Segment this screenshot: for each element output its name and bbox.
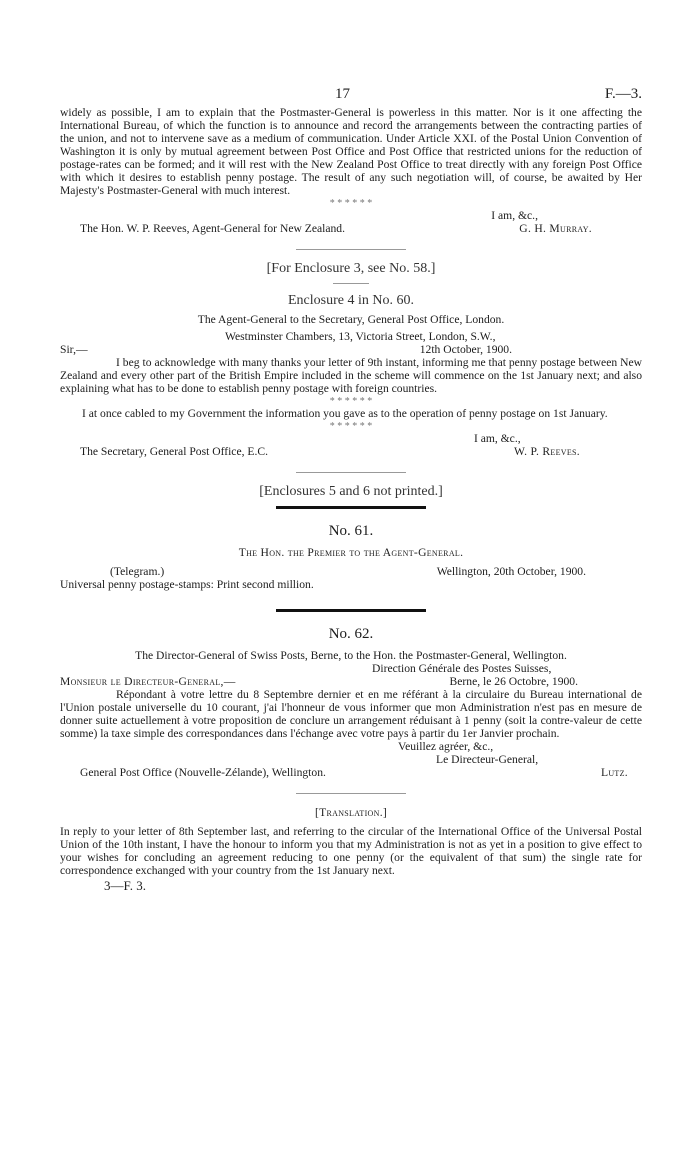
series-reference: F.—3. [604,86,642,102]
signature: W. P. Reeves. [513,445,580,458]
addressee: General Post Office (Nouvelle-Zélande), Wellington. [80,766,326,779]
enclosure4-heading: Enclosure 4 in No. 60. [288,293,414,308]
telegram-label: (Telegram.) [110,565,165,578]
sender-office: Direction Générale des Postes Suisses, [372,662,552,675]
omission-stars: * * * * * * [329,396,373,407]
divider [296,249,406,250]
addressee: The Hon. W. P. Reeves, Agent-General for New Zealand. [80,222,345,235]
signature: G. H. Murray. [519,222,592,235]
page-header [60,0,642,106]
telegram-message: Universal penny postage-stamps: Print second million. [60,578,314,591]
no62-from-to: The Director-General of Swiss Posts, Berne, to the Hon. the Postmaster-General, Wellington. [135,649,567,662]
enclosure3-note: [For Enclosure 3, see No. 58.] [266,261,436,276]
no62-signature-row [60,766,642,779]
enclosures56-note: [Enclosures 5 and 6 not printed.] [259,484,443,499]
enclosure4-date-row [60,343,642,356]
omission-stars: * * * * * * [329,198,373,209]
signature: Lutz. [600,766,628,779]
translation-paragraph: In reply to your letter of 8th September last, and referring to the circular of the International Office of the Universal Postal Union of the 10th instant, I have the honour to inform you that my Administration is not as yet in a position to give effect to your wishes for concluding an agreement reducing to one penny (or the equivalent of that sum) the single rate for correspondence exchanged with your country from the 1st January next. [60,825,642,877]
salutation: Sir,— [60,343,88,356]
translation-heading: [Translation.] [314,806,388,819]
closing-formula: I am, &c., [491,209,538,222]
addressee: The Secretary, General Post Office, E.C. [80,445,269,458]
no61-from-to: The Hon. the Premier to the Agent-General. [238,546,464,559]
letter-date: 12th October, 1900. [419,343,512,356]
enclosure4-paragraph-1: I beg to acknowledge with many thanks your letter of 9th instant, informing me that penny postage between New Zealand and every other part of the British Empire included in the scheme will commence on the 1st January next; and also explaining what has to be done to establish penny postage with foreign countries. [60,356,642,395]
divider [296,472,406,473]
enclosure4-paragraph-2: I at once cabled to my Government the information you gave as to the operation of penny postage on 1st January. [82,407,608,420]
omission-stars: * * * * * * [329,421,373,432]
page-number: 17 [335,86,350,102]
place-date: Wellington, 20th October, 1900. [436,565,586,578]
no62-date-row [60,675,642,688]
divider [296,793,406,794]
no61-type-row [60,565,642,578]
place-date: Berne, le 26 Octobre, 1900. [449,675,578,688]
divider-heavy [276,506,426,509]
no61-heading: No. 61. [328,523,374,539]
closing-title: Le Directeur-General, [436,753,539,766]
opening-paragraph: widely as possible, I am to explain that the Postmaster-General is powerless in this matter. Nor is it one affecting the International Bureau, of which the function is to announce and record the arrangements between the contracting parties of the union, and not to intervene save as a medium of communication. Under Article XXI. of the Postal Union Convention of Washington it is only by mutual agreement between Post Office and Post Office that restricted unions for the reduction of postage-rates can be formed; and it will rest with the New Zealand Post Office to treat directly with any foreign Post Office with which it desires to establish penny postage. The result of any such negotiation will, of course, be awaited by Her Majesty's Postmaster-General with much interest. [60,106,642,197]
no62-heading: No. 62. [328,626,374,642]
closing-formula: Veuillez agréer, &c., [398,740,494,753]
closing-formula: I am, &c., [473,432,521,445]
signature-mark: 3—F. 3. [104,878,146,893]
salutation: Monsieur le Directeur-General,— [60,675,236,688]
enclosure4-from-to: The Agent-General to the Secretary, General Post Office, London. [197,313,505,326]
document-page [60,0,642,892]
divider-heavy [276,609,426,612]
divider [333,283,369,284]
enclosure4-address: Westminster Chambers, 13, Victoria Street, London, S.W., [225,330,496,343]
no62-paragraph: Répondant à votre lettre du 8 Septembre dernier et en me référant à la circulaire du Bureau international de l'Union postale universelle du 10 courant, j'ai l'honneur de vous informer que mon Administration n'est pas en mesure de donner suite actuellement à votre proposition de conclure un arrangement réduisant à 1 penny (soit la contre-valeur de cette somme) la taxe simple des correspondances dans l'échange avec votre pays à partir du 1er Janvier prochain. [60,688,642,740]
